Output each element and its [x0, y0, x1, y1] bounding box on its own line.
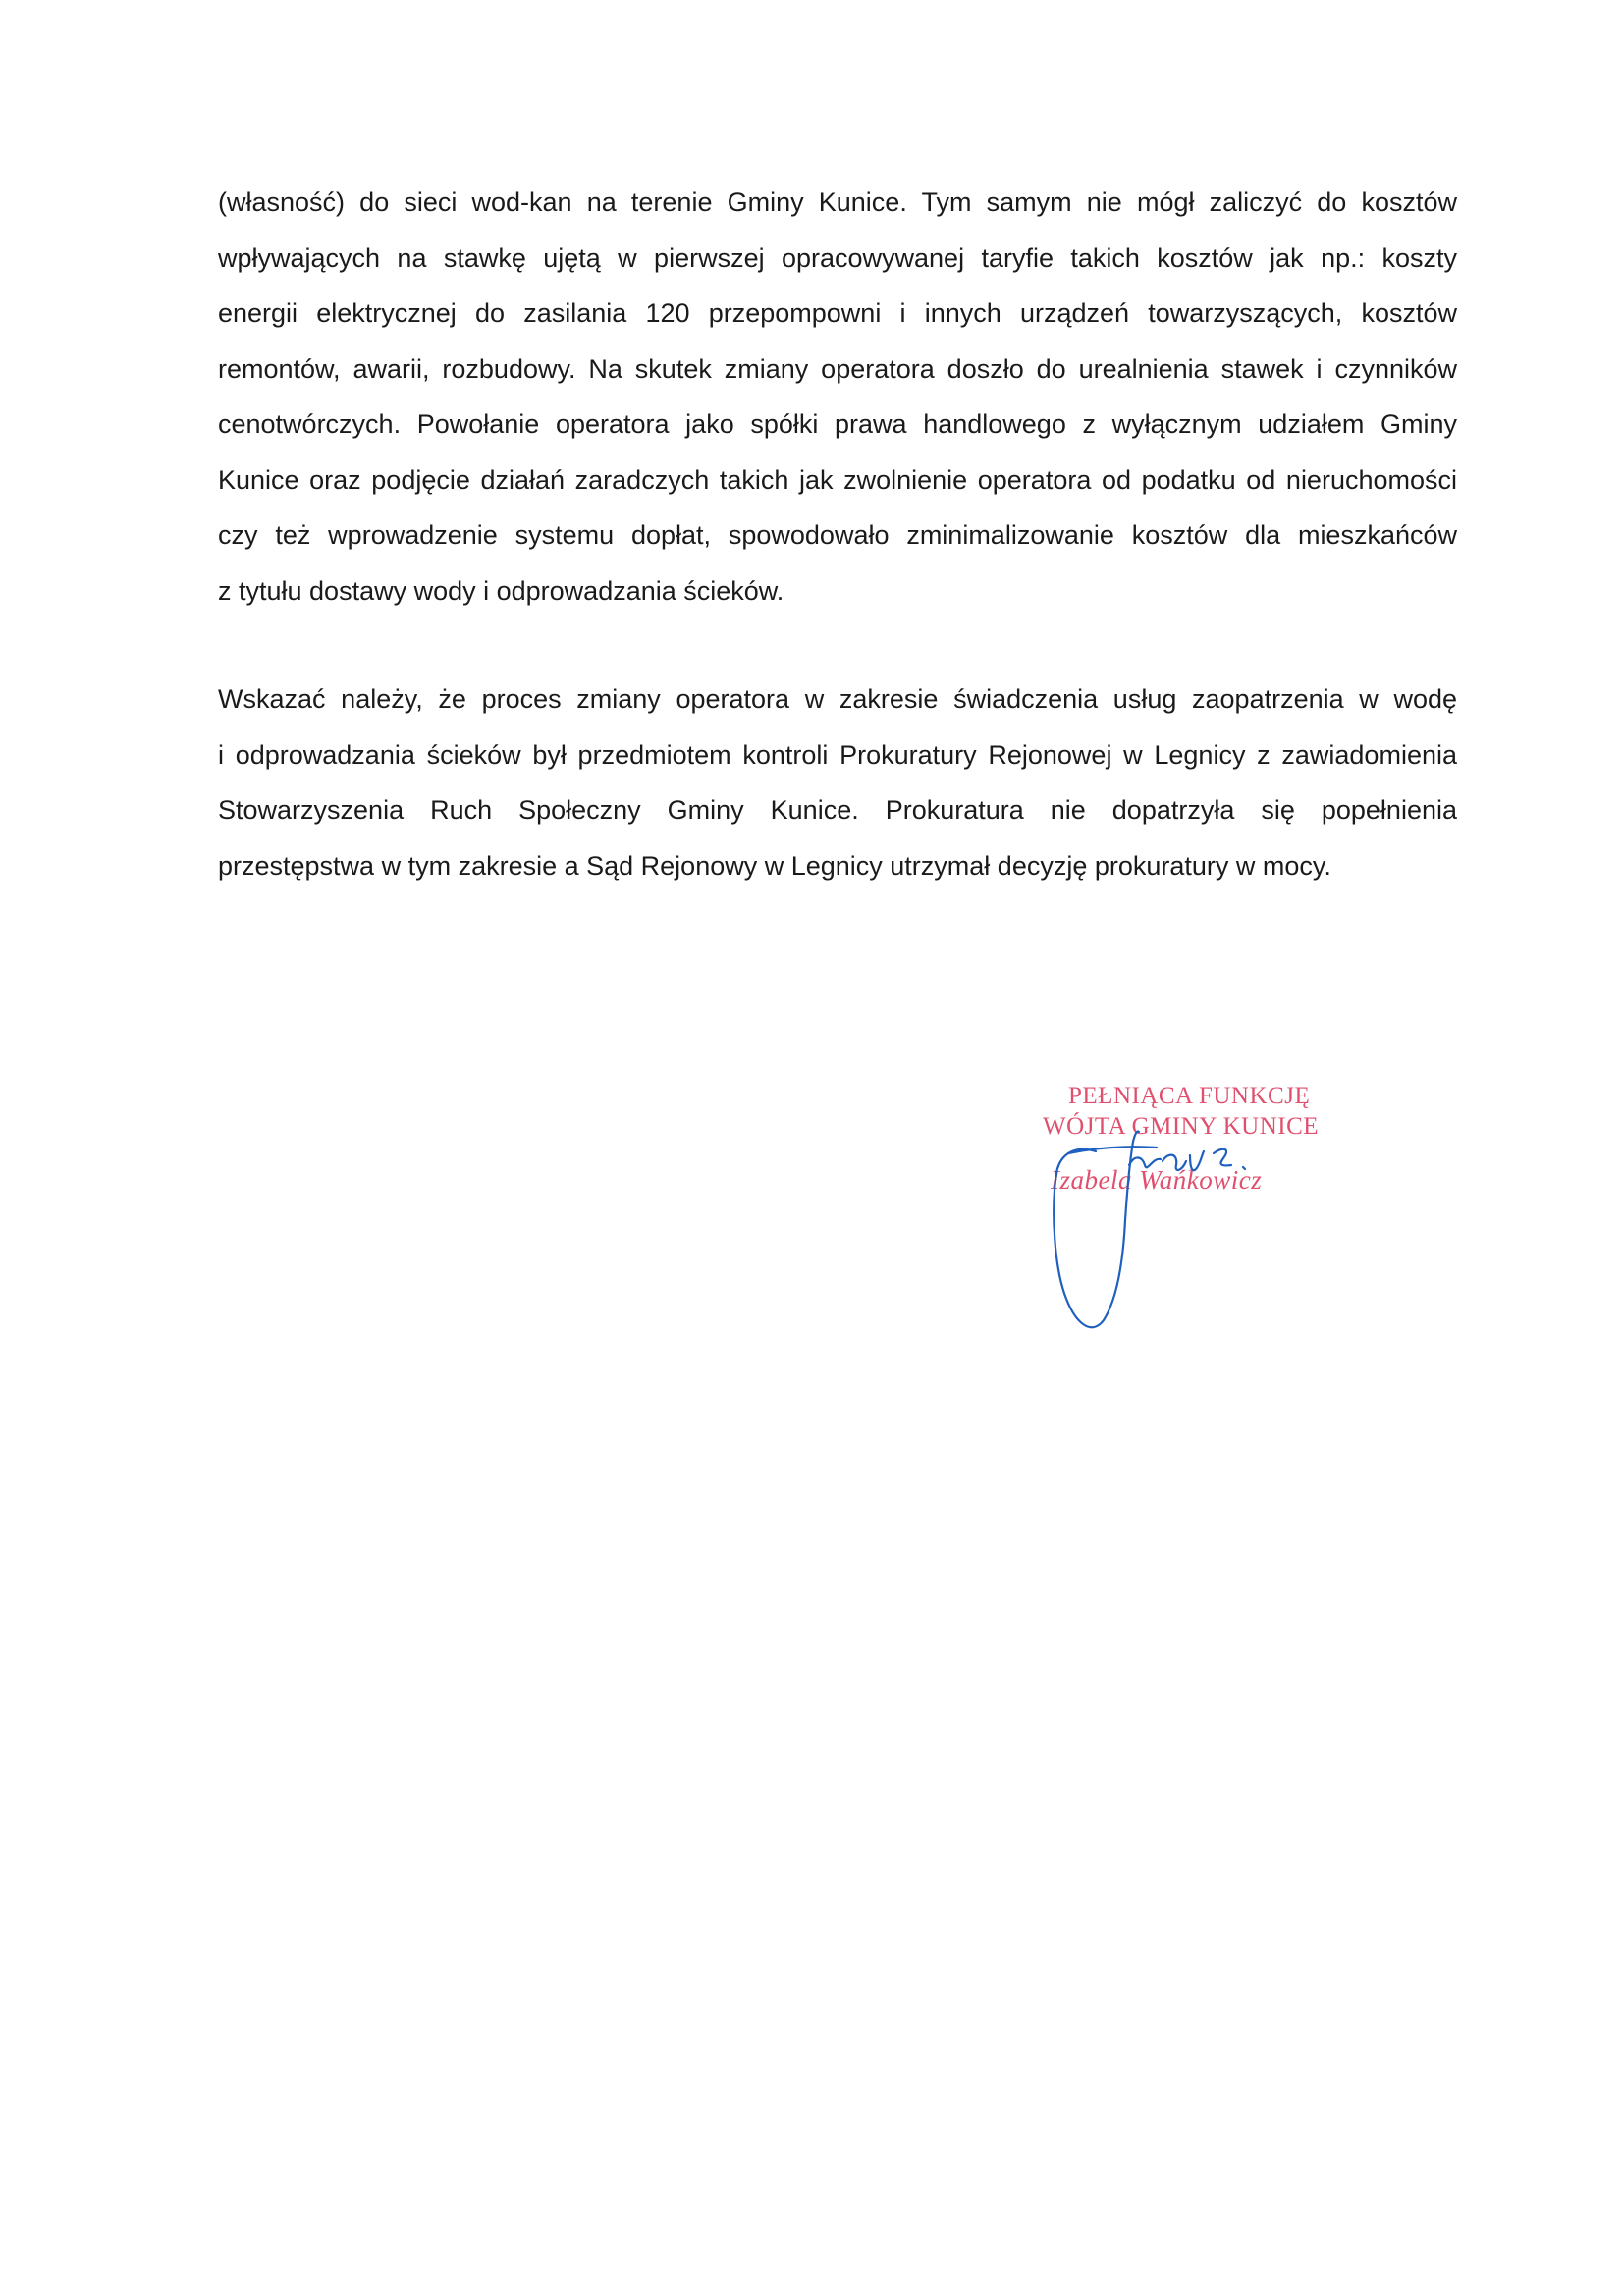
official-stamp [1039, 1083, 1353, 1358]
paragraph-line: remontów, awarii, rozbudowy. Na skutek zmiany operatora doszło do urealnienia stawek i czynników [218, 353, 1457, 384]
stamp-title: PEŁNIĄCA FUNKCJĘ [1068, 1083, 1311, 1109]
paragraph-line: czy też wprowadzenie systemu dopłat, spowodowało zminimalizowanie kosztów dla mieszkańców [218, 520, 1457, 550]
paragraph-2 [218, 671, 1457, 893]
paragraph-line: Stowarzyszenia Ruch Społeczny Gminy Kunice. Prokuratura nie dopatrzyła się popełnienia [218, 795, 1457, 825]
paragraph-line: z tytułu dostawy wody i odprowadzania ścieków. [218, 575, 784, 606]
paragraph-line: (własność) do sieci wod-kan na terenie Gminy Kunice. Tym samym nie mógł zaliczyć do kosztów [218, 187, 1457, 217]
handwritten-signature [1039, 1083, 1353, 1358]
paragraph-line: przestępstwa w tym zakresie a Sąd Rejonowy w Legnicy utrzymał decyzję prokuratury w mocy. [218, 850, 1331, 881]
paragraph-line: cenotwórczych. Powołanie operatora jako spółki prawa handlowego z wyłącznym udziałem Gminy [218, 409, 1457, 439]
stamp-name: Izabela Wańkowicz [1051, 1165, 1263, 1195]
paragraph-line: Wskazać należy, że proces zmiany operatora w zakresie świadczenia usług zaopatrzenia w wodę [218, 684, 1457, 714]
stamp-office: WÓJTA GMINY KUNICE [1043, 1113, 1320, 1140]
paragraph-1 [218, 175, 1457, 618]
paragraph-line: wpływających na stawkę ujętą w pierwszej opracowywanej taryfie takich kosztów jak np.: koszty [218, 242, 1457, 273]
paragraph-line: energii elektrycznej do zasilania 120 przepompowni i innych urządzeń towarzyszących, kosztów [218, 298, 1457, 328]
paragraph-line: Kunice oraz podjęcie działań zaradczych takich jak zwolnienie operatora od podatku od nieruchomości [218, 464, 1457, 495]
paragraph-line: i odprowadzania ścieków był przedmiotem kontroli Prokuratury Rejonowej w Legnicy z zawiadomienia [218, 739, 1457, 770]
